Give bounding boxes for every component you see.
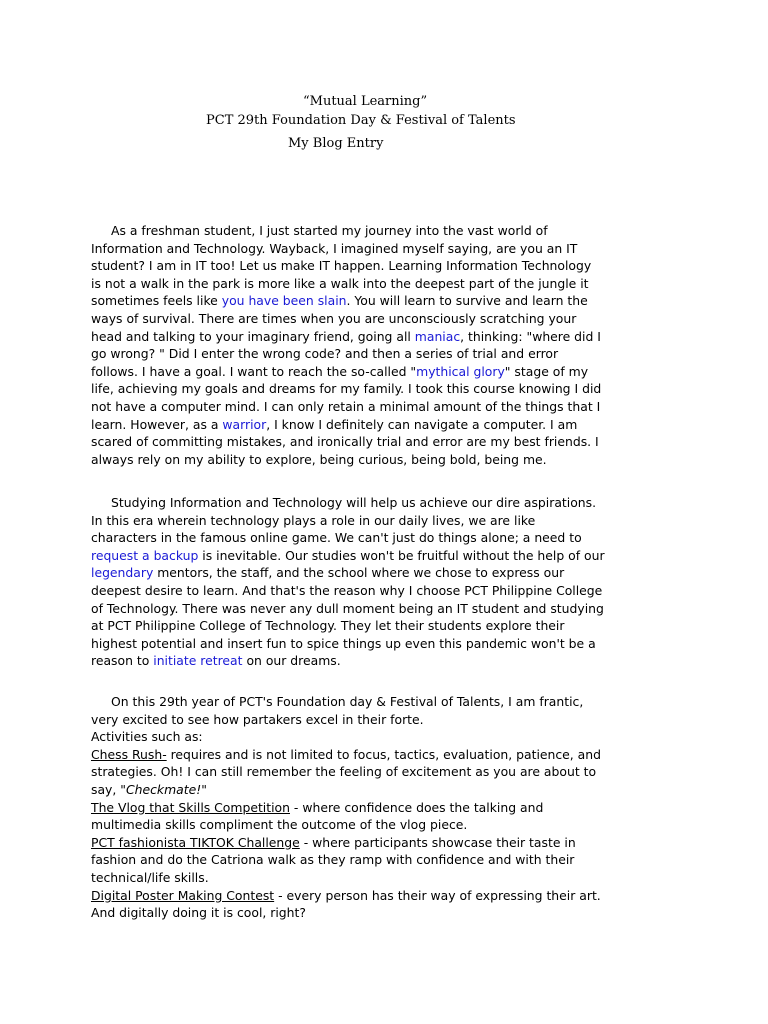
text-line: In this era wherein technology plays a role in our daily lives, we are like [91,512,536,528]
text-segment: " [201,781,207,797]
text-segment: - every person has their way of expressing their art. [274,887,601,903]
text-line: always rely on my ability to explore, being curious, being bold, being me. [91,451,547,467]
link-request-a-backup[interactable]: request a backup [91,547,199,563]
paragraph-2 [91,494,691,670]
text-line [91,328,691,346]
text-segment: follows. I have a goal. I want to reach the so-called " [91,363,417,379]
link-maniac[interactable]: maniac [414,328,461,344]
text-segment: . You will learn to survive and learn the [346,293,588,309]
activity-chess-rush [91,746,691,764]
text-segment: is inevitable. Our studies won't be fruitful without the help of our [198,547,605,563]
text-line: deepest desire to learn. And that's the reason why I choose PCT Philippine College [91,582,603,598]
text-line: student? I am in IT too! Let us make IT happen. Learning Information Technology [91,258,592,274]
activity-title: The Vlog that Skills Competition [91,799,290,815]
text-line [91,652,691,670]
text-segment: , thinking: "where did I [460,328,601,344]
activity-vlog [91,799,691,817]
text-line: And digitally doing it is cool, right? [91,905,306,921]
text-line [91,292,691,310]
text-line [91,416,691,434]
text-line: not have a computer mind. I can only retain a minimal amount of the things that I [91,398,601,414]
text-segment: learn. However, as a [91,416,223,432]
text-line: technical/life skills. [91,869,209,885]
link-legendary[interactable]: legendary [91,565,154,581]
text-line: As a freshman student, I just started my journey into the vast world of [111,223,548,238]
activities-heading: Activities such as: [91,729,203,745]
text-line: life, achieving my goals and dreams for my family. I took this course knowing I did [91,381,602,397]
text-segment: head and talking to your imaginary friend, going all [91,328,415,344]
text-segment: - where participants showcase their taste in [299,834,576,850]
text-line: highest potential and insert fun to spice things up even this pandemic won't be a [91,635,596,651]
checkmate-text: Checkmate! [125,781,202,797]
blog-entry-label: My Blog Entry [288,136,384,151]
text-line: strategies. Oh! I can still remember the feeling of excitement as you are about to [91,764,597,780]
activity-title: Chess Rush- [91,746,167,762]
text-segment: reason to [91,653,154,669]
text-line: at PCT Philippine College of Technology. They let their students explore their [91,618,565,634]
text-line: Information and Technology. Wayback, I imagined myself saying, are you an IT [91,240,578,256]
text-segment: " stage of my [504,363,589,379]
text-line [91,363,691,381]
text-segment: requires and is not limited to focus, tactics, evaluation, patience, and [166,746,601,762]
text-line: multimedia skills compliment the outcome of the vlog piece. [91,817,468,833]
text-line: characters in the famous online game. We can't just do things alone; a need to [91,530,582,546]
text-segment: - where confidence does the talking and [289,799,544,815]
document-subtitle: PCT 29th Foundation Day & Festival of Talents [206,113,516,128]
text-line: On this 29th year of PCT's Foundation day & Festival of Talents, I am frantic, [111,694,584,709]
text-line: fashion and do the Catriona walk as they ramp with confidence and with their [91,852,575,868]
activity-tiktok [91,834,691,852]
text-line [91,564,691,582]
activity-poster [91,887,691,905]
text-line [91,547,691,565]
text-line: go wrong? " Did I enter the wrong code? and then a series of trial and error [91,346,559,362]
text-line: ways of survival. There are times when you are unconsciously scratching your [91,310,577,326]
paragraph-1 [91,222,691,468]
text-segment: mentors, the staff, and the school where we chose to express our [153,565,565,581]
activity-title: Digital Poster Making Contest [91,887,275,903]
link-you-have-been-slain[interactable]: you have been slain [221,293,347,309]
link-warrior[interactable]: warrior [222,416,267,432]
text-segment: sometimes feels like [91,293,222,309]
text-segment: on our dreams. [242,653,341,669]
paragraph-3 [91,693,691,922]
text-line: Studying Information and Technology will help us achieve our dire aspirations. [111,495,597,510]
text-segment: , I know I definitely can navigate a computer. I am [266,416,578,432]
text-line [91,781,691,799]
document-title: “Mutual Learning” [303,94,428,109]
text-line: scared of committing mistakes, and ironically trial and error are my best friends. I [91,434,599,450]
link-mythical-glory[interactable]: mythical glory [416,363,505,379]
link-initiate-retreat[interactable]: initiate retreat [153,653,243,669]
text-line: is not a walk in the park is more like a walk into the deepest part of the jungle it [91,275,589,291]
text-line: of Technology. There was never any dull moment being an IT student and studying [91,600,604,616]
text-segment: say, " [91,781,126,797]
activity-title: PCT fashionista TIKTOK Challenge [91,834,300,850]
text-line: very excited to see how partakers excel in their forte. [91,711,424,727]
